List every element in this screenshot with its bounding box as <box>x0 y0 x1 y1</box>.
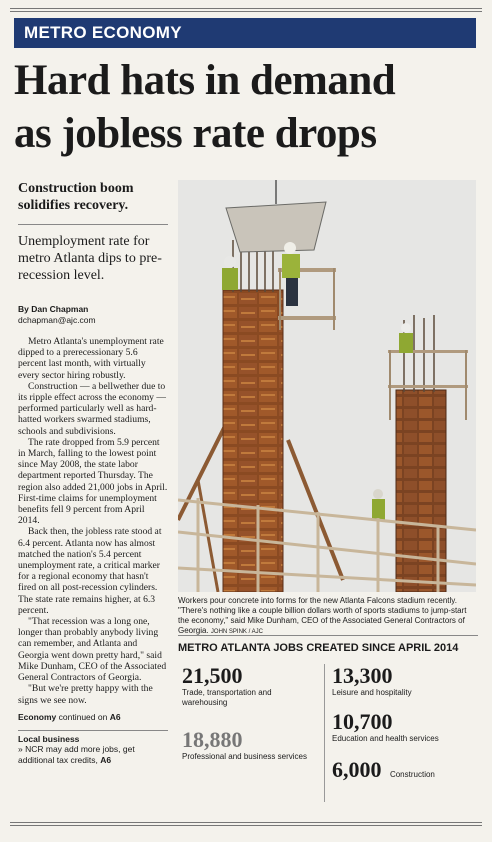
headline-line-2: as jobless rate drops <box>14 110 377 157</box>
stadium-construction-photo <box>178 180 476 592</box>
stat-value: 6,000 <box>332 757 382 782</box>
stat-value: 21,500 <box>182 663 243 688</box>
deck-secondary: Unemployment rate for metro Atlanta dips to pre-recession level. <box>18 234 162 283</box>
caption-text: Workers pour concrete into forms for the new Atlanta Falcons stadium recently. "There's nothing like a couple billion dollars worth of sports stadiums to jump-start the economy," said Mike Dunham, CEO of the Associated General Contractors of Georgia. <box>178 596 467 635</box>
stat-value: 13,300 <box>332 663 393 688</box>
continued-label: Economy <box>18 711 57 722</box>
stat-item <box>332 710 477 744</box>
section-header: METRO ECONOMY <box>14 18 476 48</box>
paragraph: The rate dropped from 5.9 percent in March, falling to the lowest point since May 2008, the state labor department reported Thursday. The region also added 21,000 jobs in April. First-time claims for unemployment benefits fell 9 percent from April 2014. <box>18 436 168 527</box>
deck-divider <box>18 224 168 225</box>
stat-item <box>182 664 317 708</box>
paragraph: Construction — a bellwether due to its ripple effect across the economy — performed particularly well as hard-hatted workers swarmed stadiums, schools and subdivisions. <box>18 380 166 437</box>
byline-email[interactable]: dchapman@ajc.com <box>18 315 96 325</box>
top-rule-2 <box>10 11 482 12</box>
stats-divider <box>324 664 325 802</box>
left-column <box>18 180 168 765</box>
local-business-box[interactable] <box>18 730 168 766</box>
continued-page: A6 <box>109 711 121 722</box>
top-rule <box>10 8 482 9</box>
stat-label: Trade, transportation and warehousing <box>182 688 272 707</box>
stat-label: Leisure and hospitality <box>332 688 412 697</box>
byline-name: By Dan Chapman <box>18 304 89 314</box>
paragraph: Metro Atlanta's unemployment rate dipped to a prerecessionary 5.6 percent last month, with virtually every sector hiring robustly. <box>18 336 164 381</box>
headline <box>14 54 484 160</box>
paragraph: "But we're pretty happy with the signs we see now. <box>18 683 153 706</box>
byline <box>18 304 168 326</box>
stat-value: 18,880 <box>182 727 243 752</box>
bottom-rule-2 <box>10 825 482 826</box>
paragraph: "That recession was a long one, longer than probably anybody living can remember, and Atlanta and Georgia went down pretty hard," said Mike Dunham, CEO of the Associated General Contractors of Georgia. <box>18 616 167 684</box>
stat-item <box>332 758 477 782</box>
stat-label: Construction <box>389 770 435 779</box>
photo-credit: JOHN SPINK / AJC <box>210 629 263 635</box>
jobs-stats-box <box>178 635 478 806</box>
paragraph: Back then, the jobless rate stood at 6.4 percent. Atlanta now has almost matched the nation's 5.4 percent unemployment rate, a critical marker for a regional economy that hasn't fired on all post-recession cylinders. The state rate remains higher, at 6.3 percent. <box>18 526 162 616</box>
stats-title: METRO ATLANTA JOBS CREATED SINCE APRIL 2014 <box>178 642 459 654</box>
stat-item <box>182 728 317 762</box>
stat-label: Education and health services <box>332 734 439 743</box>
bottom-rule <box>10 822 482 823</box>
local-business-header: Local business <box>18 733 80 744</box>
local-business-page: A6 <box>100 754 112 765</box>
stat-value: 10,700 <box>332 709 393 734</box>
stat-item <box>332 664 477 698</box>
stat-label: Professional and business services <box>182 752 307 761</box>
photo-caption <box>178 596 478 637</box>
headline-line-1: Hard hats in demand <box>14 57 396 104</box>
article-body <box>18 336 168 706</box>
local-business-text: » NCR may add more jobs, get additional tax credits, <box>18 744 135 765</box>
continued-line[interactable] <box>18 712 168 722</box>
continued-text: continued on <box>58 711 108 722</box>
deck-primary: Construction boom solidifies recovery. <box>18 181 134 213</box>
